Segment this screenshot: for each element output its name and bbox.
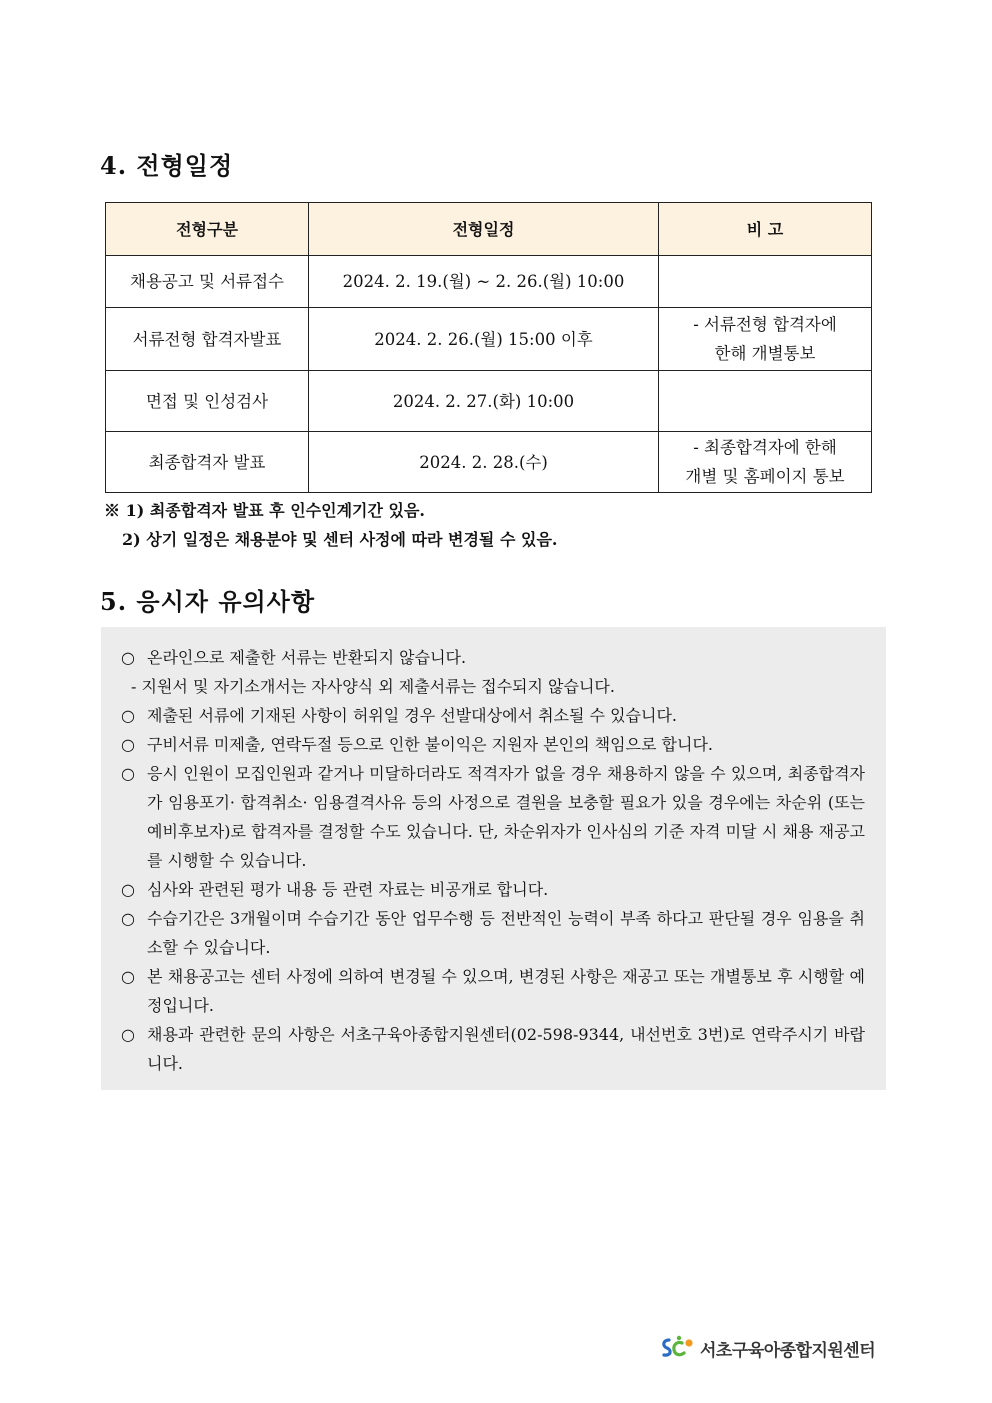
list-item: ○ 채용과 관련한 문의 사항은 서초구육아종합지원센터(02-598-9344, 내선번호 3번)로 연락주시기 바랍니다. [121,1020,865,1078]
note-line: ※ 1) 최종합격자 발표 후 인수인계기간 있음. [104,501,425,520]
note-line: 2) 상기 일정은 채용분야 및 센터 사정에 따라 변경될 수 있음. [122,530,558,549]
section-4-title: 4. 전형일정 [100,151,234,180]
circle-bullet-icon: ○ [121,880,135,899]
logo-text: 서초구육아종합지원센터 [700,1340,876,1361]
header-note: 비 고 [659,203,872,256]
list-item: ○ 온라인으로 제출한 서류는 반환되지 않습니다. [121,643,865,672]
circle-bullet-icon: ○ [121,735,135,754]
list-subitem: - 지원서 및 자기소개서는 자사양식 외 제출서류는 접수되지 않습니다. [131,677,615,696]
row-stage: 면접 및 인성검사 [106,371,309,432]
row-schedule: 2024. 2. 28.(수) [309,432,659,493]
circle-bullet-icon: ○ [121,1025,135,1044]
table-header-row [106,203,872,256]
row-note-line: 한해 개별통보 [714,344,816,363]
circle-bullet-icon: ○ [121,764,135,783]
row-stage: 채용공고 및 서류접수 [106,256,309,308]
row-note-line: 개별 및 홈페이지 통보 [685,467,845,486]
center-logo [660,1333,875,1363]
list-item: ○ 제출된 서류에 기재된 사항이 허위일 경우 선발대상에서 취소될 수 있습니다. [121,701,865,730]
list-item: ○ 본 채용공고는 센터 사정에 의하여 변경될 수 있으며, 변경된 사항은 재공고 또는 개별통보 후 시행할 예정입니다. [121,962,865,1020]
header-schedule: 전형일정 [309,203,659,256]
notice-box [101,627,886,1090]
row-schedule: 2024. 2. 19.(월) ~ 2. 26.(월) 10:00 [309,256,659,308]
schedule-table [105,202,872,493]
row-note-line: - 서류전형 합격자에 [693,315,837,334]
schedule-notes [104,496,557,554]
row-note [659,308,872,371]
row-schedule: 2024. 2. 27.(화) 10:00 [309,371,659,432]
list-item: ○ 심사와 관련된 평가 내용 등 관련 자료는 비공개로 합니다. [121,875,865,904]
circle-bullet-icon: ○ [121,909,135,928]
list-item: ○ 응시 인원이 모집인원과 같거나 미달하더라도 적격자가 없을 경우 채용하지 않을 수 있으며, 최종합격자가 임용포기· 합격취소· 임용결격사유 등의 사정으로 결원을 보충할 필요가 있을 경우에는 차순위 (또는 예비후보자)로 합격자를 결정할 수도 있습니다. 단, 차순위자가 인사심의 기준 자격 미달 시 채용 재공고를 시행할 수 있습니다. [121,759,865,875]
notice-list [121,643,865,1078]
row-note [659,256,872,308]
list-item: ○ 수습기간은 3개월이며 수습기간 동안 업무수행 등 전반적인 능력이 부족 하다고 판단될 경우 임용을 취소할 수 있습니다. [121,904,865,962]
row-stage: 서류전형 합격자발표 [106,308,309,371]
row-schedule: 2024. 2. 26.(월) 15:00 이후 [309,308,659,371]
table-row [106,432,872,493]
table-row [106,256,872,308]
center-logo-icon [660,1334,696,1362]
list-item: ○ 구비서류 미제출, 연락두절 등으로 인한 불이익은 지원자 본인의 책임으로 합니다. [121,730,865,759]
circle-bullet-icon: ○ [121,648,135,667]
row-stage: 최종합격자 발표 [106,432,309,493]
table-row [106,308,872,371]
table-row [106,371,872,432]
section-5-title: 5. 응시자 유의사항 [100,587,316,616]
row-note [659,371,872,432]
row-note [659,432,872,493]
header-stage: 전형구분 [106,203,309,256]
circle-bullet-icon: ○ [121,706,135,725]
row-note-line: - 최종합격자에 한해 [693,438,837,457]
circle-bullet-icon: ○ [121,967,135,986]
